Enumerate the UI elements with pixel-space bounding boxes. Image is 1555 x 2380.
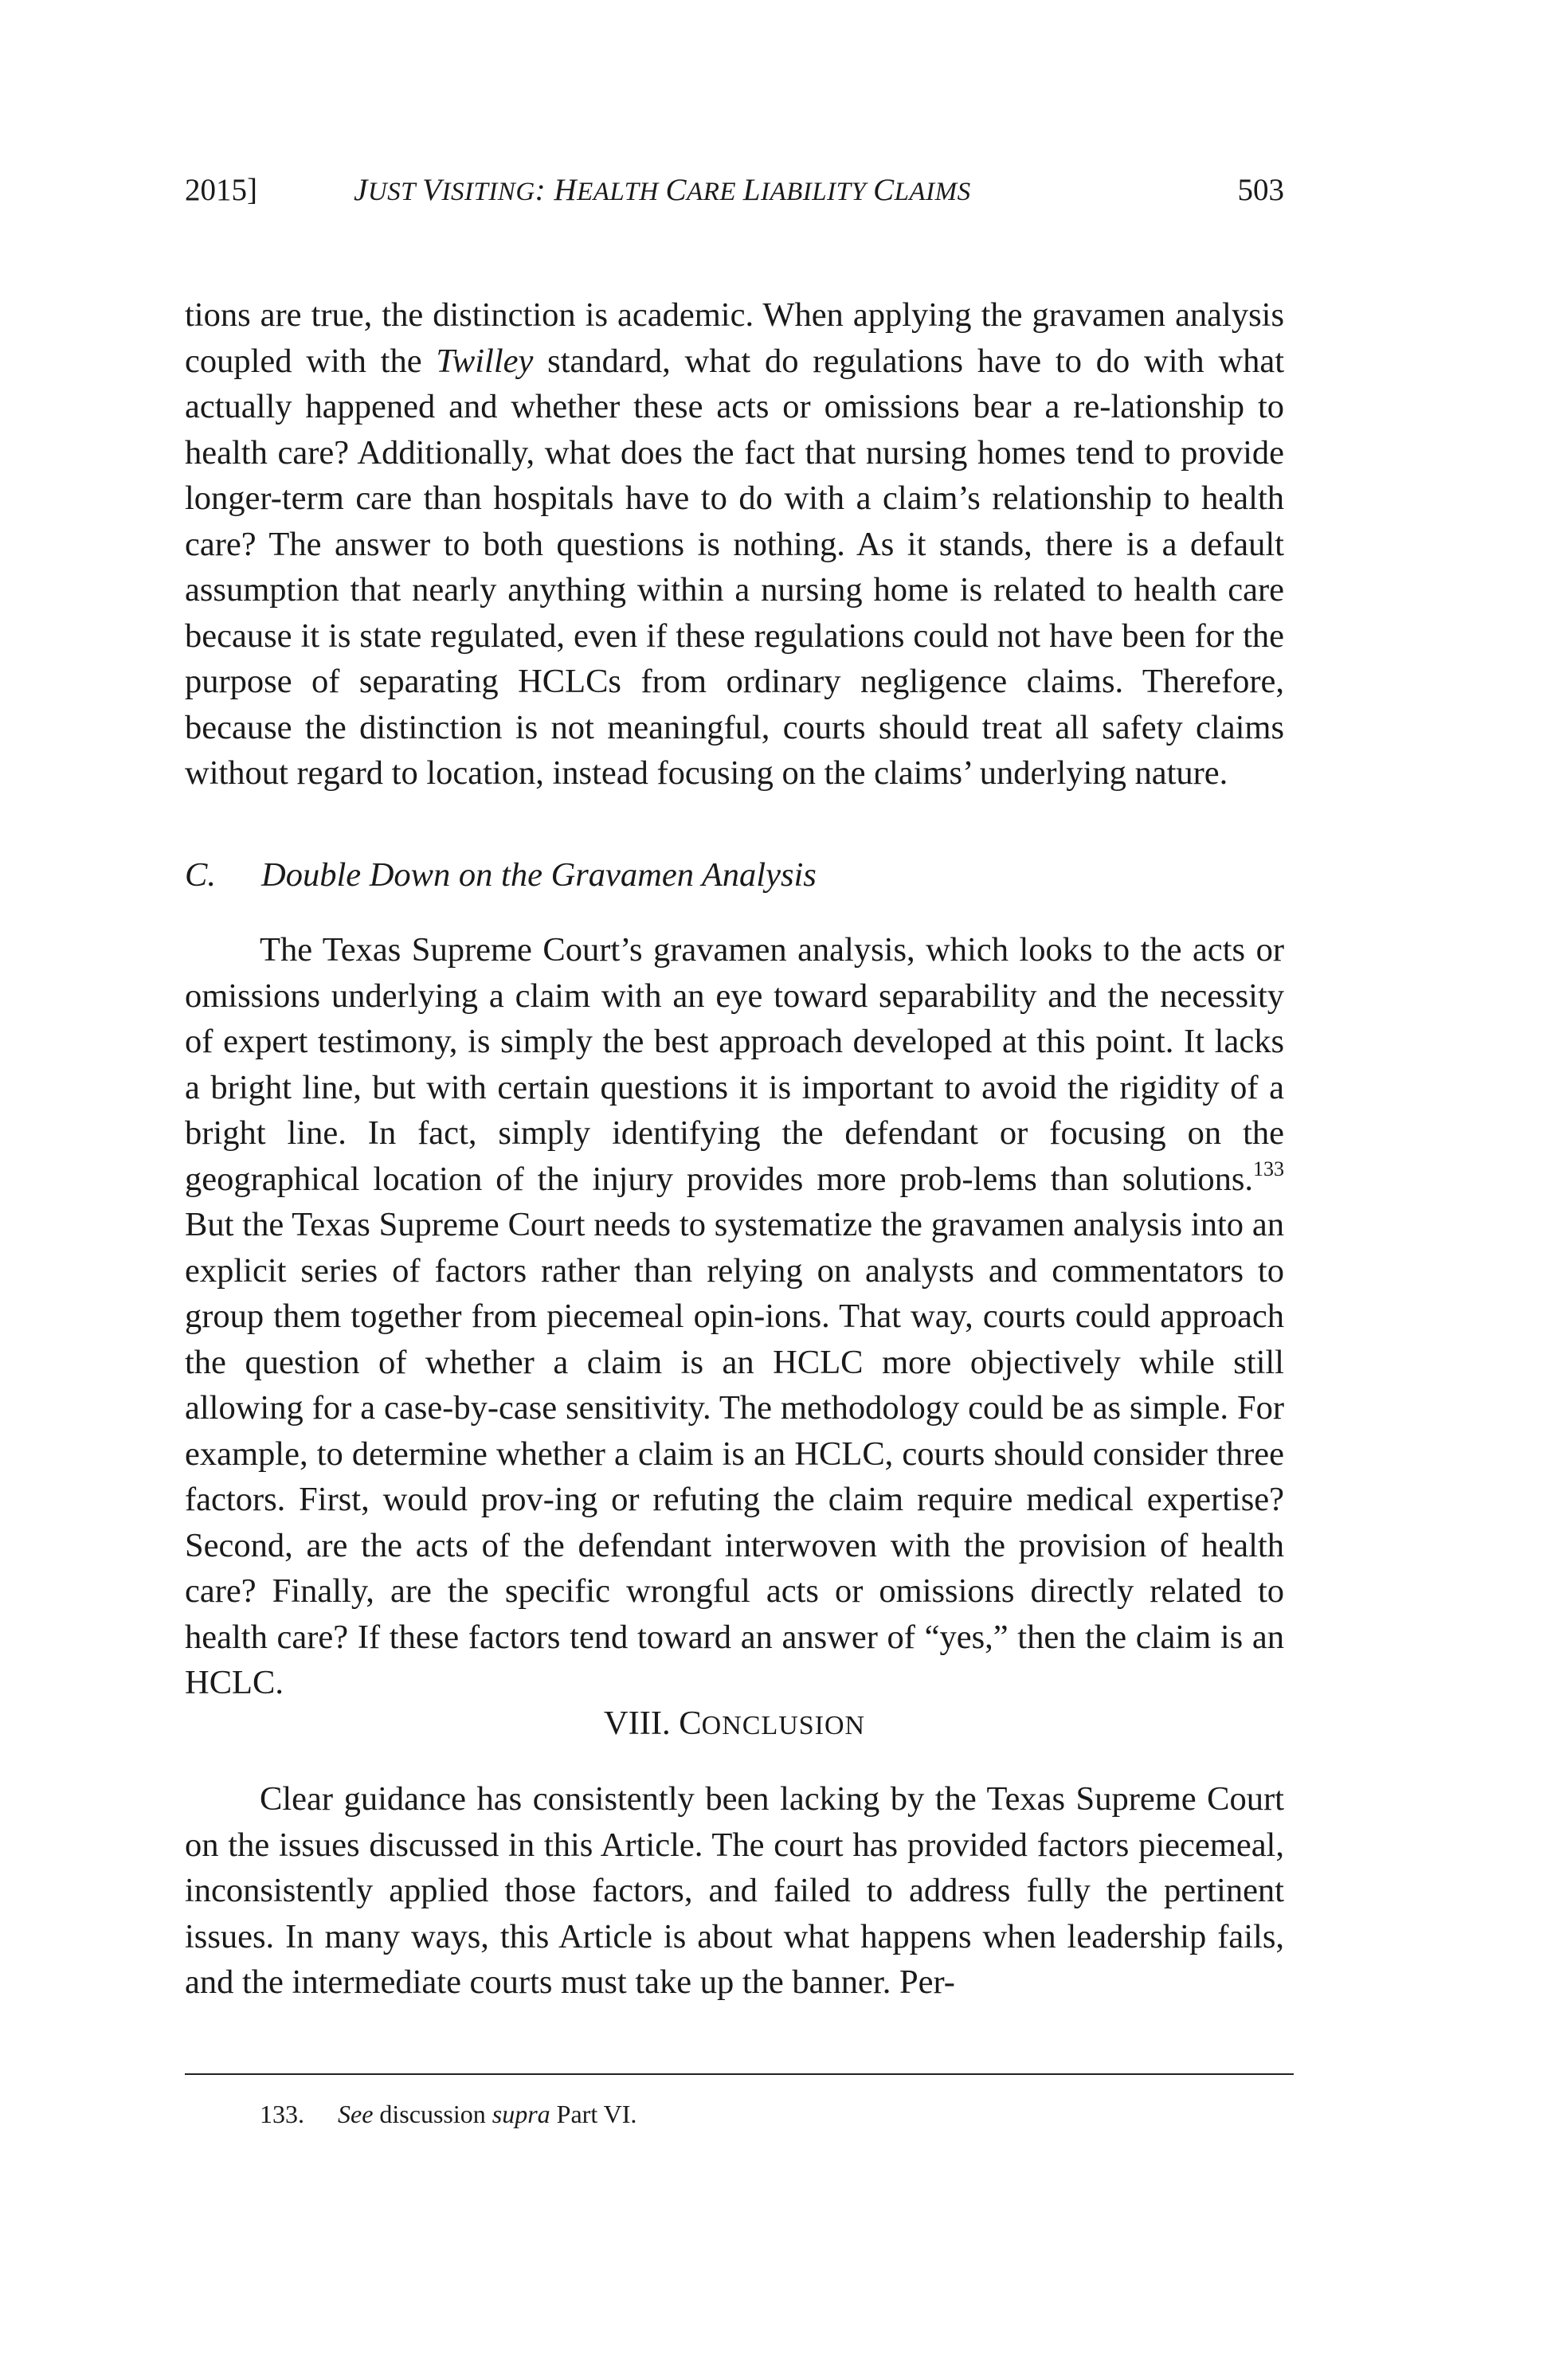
body-paragraph-3: Clear guidance has consistently been lacking by the Texas Supreme Court on the issues discussed in this Article. The court has provided factors piecemeal, inconsistently applied those factors, and failed to address fully the pertinent issues. In many ways, this Article is about what happens when leadership fails, and the intermediate courts must take up the banner. Per- bbox=[185, 1780, 1284, 2001]
section-heading-c bbox=[185, 852, 817, 898]
footnote-number: 133. bbox=[260, 2100, 304, 2128]
body-paragraph-1: tions are true, the distinction is academic. When applying the gravamen analysis coupled with the Twilley standard, what do regulations have to do with what actually happened and whether these acts or omissions bear a re-lationship to health care? Additionally, what does the fact that nursing homes tend to provide longer-term care than hospitals have to do with a claim’s relationship to health care? The answer to both questions is nothing. As it stands, there is a default assumption that nearly anything within a nursing home is related to health care because it is state regulated, even if these regulations could not have been for the purpose of separating HCLCs from ordinary negligence claims. Therefore, because the distinction is not meaningful, courts should treat all safety claims without regard to location, instead focusing on the claims’ underlying nature. bbox=[185, 296, 1285, 792]
header-year: 2015] bbox=[185, 173, 257, 207]
section-title: Double Down on the Gravamen Analysis bbox=[261, 856, 817, 894]
case-name-twilley: Twilley bbox=[436, 342, 534, 380]
running-header bbox=[185, 172, 1284, 217]
page-number: 503 bbox=[1237, 173, 1284, 207]
section-heading-conclusion: VIII. CONCLUSION bbox=[603, 1705, 866, 1742]
footnote-reference[interactable]: 133 bbox=[1253, 1157, 1284, 1181]
body-paragraph-2: The Texas Supreme Court’s gravamen analysis, which looks to the acts or omissions underlying a claim with an eye toward separability and the necessity of expert testimony, is simply the best approach developed at this point. It lacks a bright line, but with certain questions it is important to avoid the rigidity of a bright line. In fact, simply identifying the defendant or focusing on the geographical location of the injury provides more prob-lems than solutions.$^{133}$ But the Texas Supreme Court needs to systematize the gravamen analysis into an explicit series of factors rather than relying on analysts and commentators to group them together from piecemeal opin-ions. That way, courts could approach the question of whether a claim is an HCLC more objectively while still allowing for a case-by-case sensitivity. The methodology could be as simple. For example, to determine whether a claim is an HCLC, courts should consider three factors. First, would prov-ing or refuting the claim require medical expertise? Second, are the acts of the defendant interwoven with the provision of health care? Finally, are the specific wrongful acts or omissions directly related to health care? If these factors tend toward an answer of “yes,” then the claim is an HCLC. bbox=[185, 931, 1284, 1701]
header-title: JUST VISITING: HEALTH CARE LIABILITY CLAIMS bbox=[354, 173, 971, 207]
footnote-133: 133. See discussion supra Part VI. bbox=[260, 2096, 636, 2131]
footnote-divider bbox=[185, 2073, 1294, 2075]
section-letter: C. bbox=[185, 856, 216, 894]
